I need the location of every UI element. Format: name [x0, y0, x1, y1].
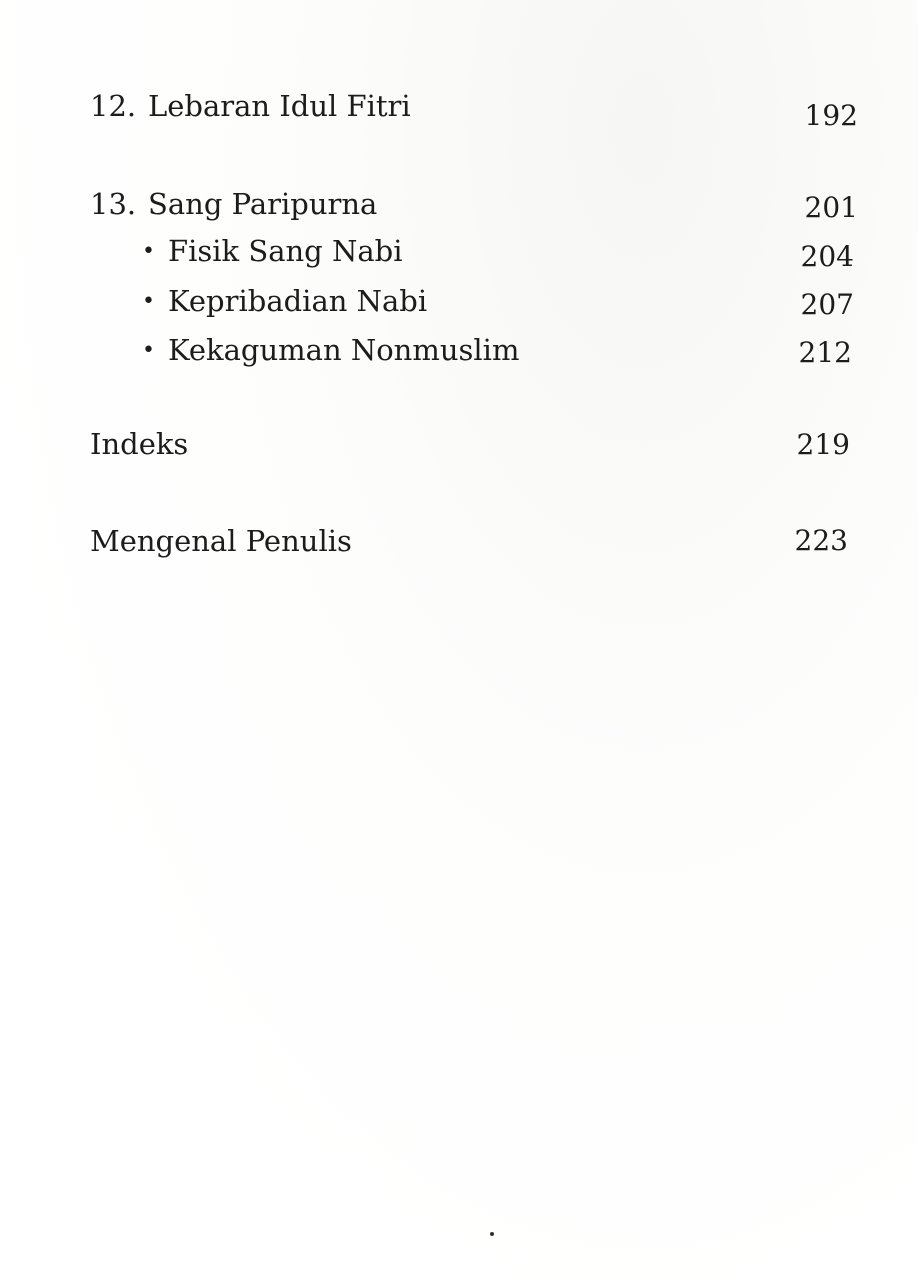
toc-subentry-label: [142, 330, 519, 371]
chapter-number: 12.: [90, 89, 137, 123]
chapter-title: Sang Paripurna: [148, 187, 378, 221]
toc-entry-label: [90, 184, 377, 224]
subentry-title: Kepribadian Nabi: [168, 284, 428, 318]
toc-entry-title: Indeks: [90, 427, 189, 461]
subentry-title: Fisik Sang Nabi: [168, 234, 403, 268]
toc-entry-chapter-13: [90, 184, 858, 224]
page-number: 212: [798, 336, 852, 369]
ink-speck: [490, 1232, 494, 1236]
toc-subentry-label: [142, 231, 402, 272]
toc-entry-title: Mengenal Penulis: [90, 524, 352, 558]
toc-entry-chapter-12: [90, 86, 858, 132]
page-number: 223: [794, 524, 848, 557]
bullet-icon: •: [142, 338, 155, 363]
toc-subentry-kepribadian: [90, 281, 858, 321]
toc-entry-label: [90, 86, 411, 126]
page-number: 204: [800, 240, 854, 273]
chapter-title: Lebaran Idul Fitri: [148, 89, 411, 123]
toc-subentry-label: [142, 281, 427, 322]
subentry-title: Kekaguman Nonmuslim: [168, 333, 520, 367]
toc-subentry-fisik: [90, 231, 858, 271]
page-number: 192: [804, 99, 858, 132]
page-number: 219: [796, 428, 850, 461]
toc-entry-mengenal-penulis: [90, 521, 858, 561]
bullet-icon: •: [142, 239, 155, 264]
toc-subentry-kekaguman: [90, 330, 858, 370]
page-number: 201: [804, 191, 858, 224]
page-number: 207: [800, 288, 854, 321]
toc-entry-indeks: [90, 424, 858, 464]
bullet-icon: •: [142, 289, 155, 314]
chapter-number: 13.: [90, 187, 137, 221]
